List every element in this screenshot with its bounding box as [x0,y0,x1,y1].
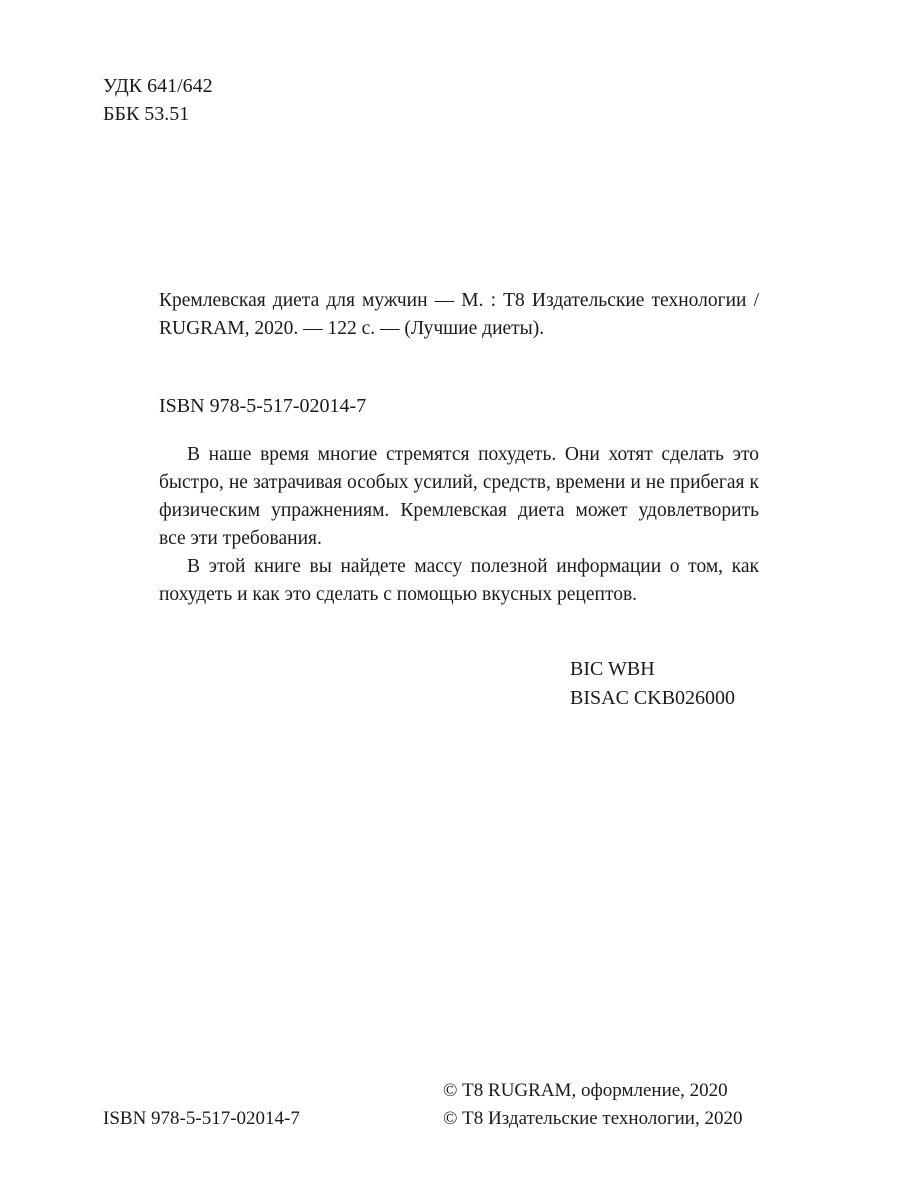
bibliographic-description: Кремлевская диета для мужчин — М. : Т8 Издательские технологии / RUGRAM, 2020. — 122 с. — (Лучшие диеты). [159,290,759,339]
copyright-line: © Т8 RUGRAM, оформление, 2020 [443,1080,728,1101]
isbn-footer: ISBN 978-5-517-02014-7 [103,1108,300,1129]
isbn-main: ISBN 978-5-517-02014-7 [159,395,367,417]
annotation [159,441,759,609]
copyright-notice [443,1077,742,1133]
annotation-paragraph: В этой книге вы найдете массу полезной информации о том, как похудеть и как это сделать с помощью вкусных рецептов. [159,556,759,605]
udk-code: УДК 641/642 [103,75,213,97]
bbk-code: ББК 53.51 [103,103,190,125]
annotation-paragraph: В наше время многие стремятся похудеть. Они хотят сделать это быстро, не затрачивая особых усилий, средств, времени и не прибегая к физическим упражнениям. Кремлевская диета может удовлетворить все эти требования. [159,444,759,549]
copyright-line: © Т8 Издательские технологии, 2020 [443,1108,743,1129]
subject-codes [570,655,735,713]
bic-code: BIC WBH [570,658,655,680]
bisac-code: BISAC CKB026000 [570,687,736,709]
classification-block [103,72,213,128]
